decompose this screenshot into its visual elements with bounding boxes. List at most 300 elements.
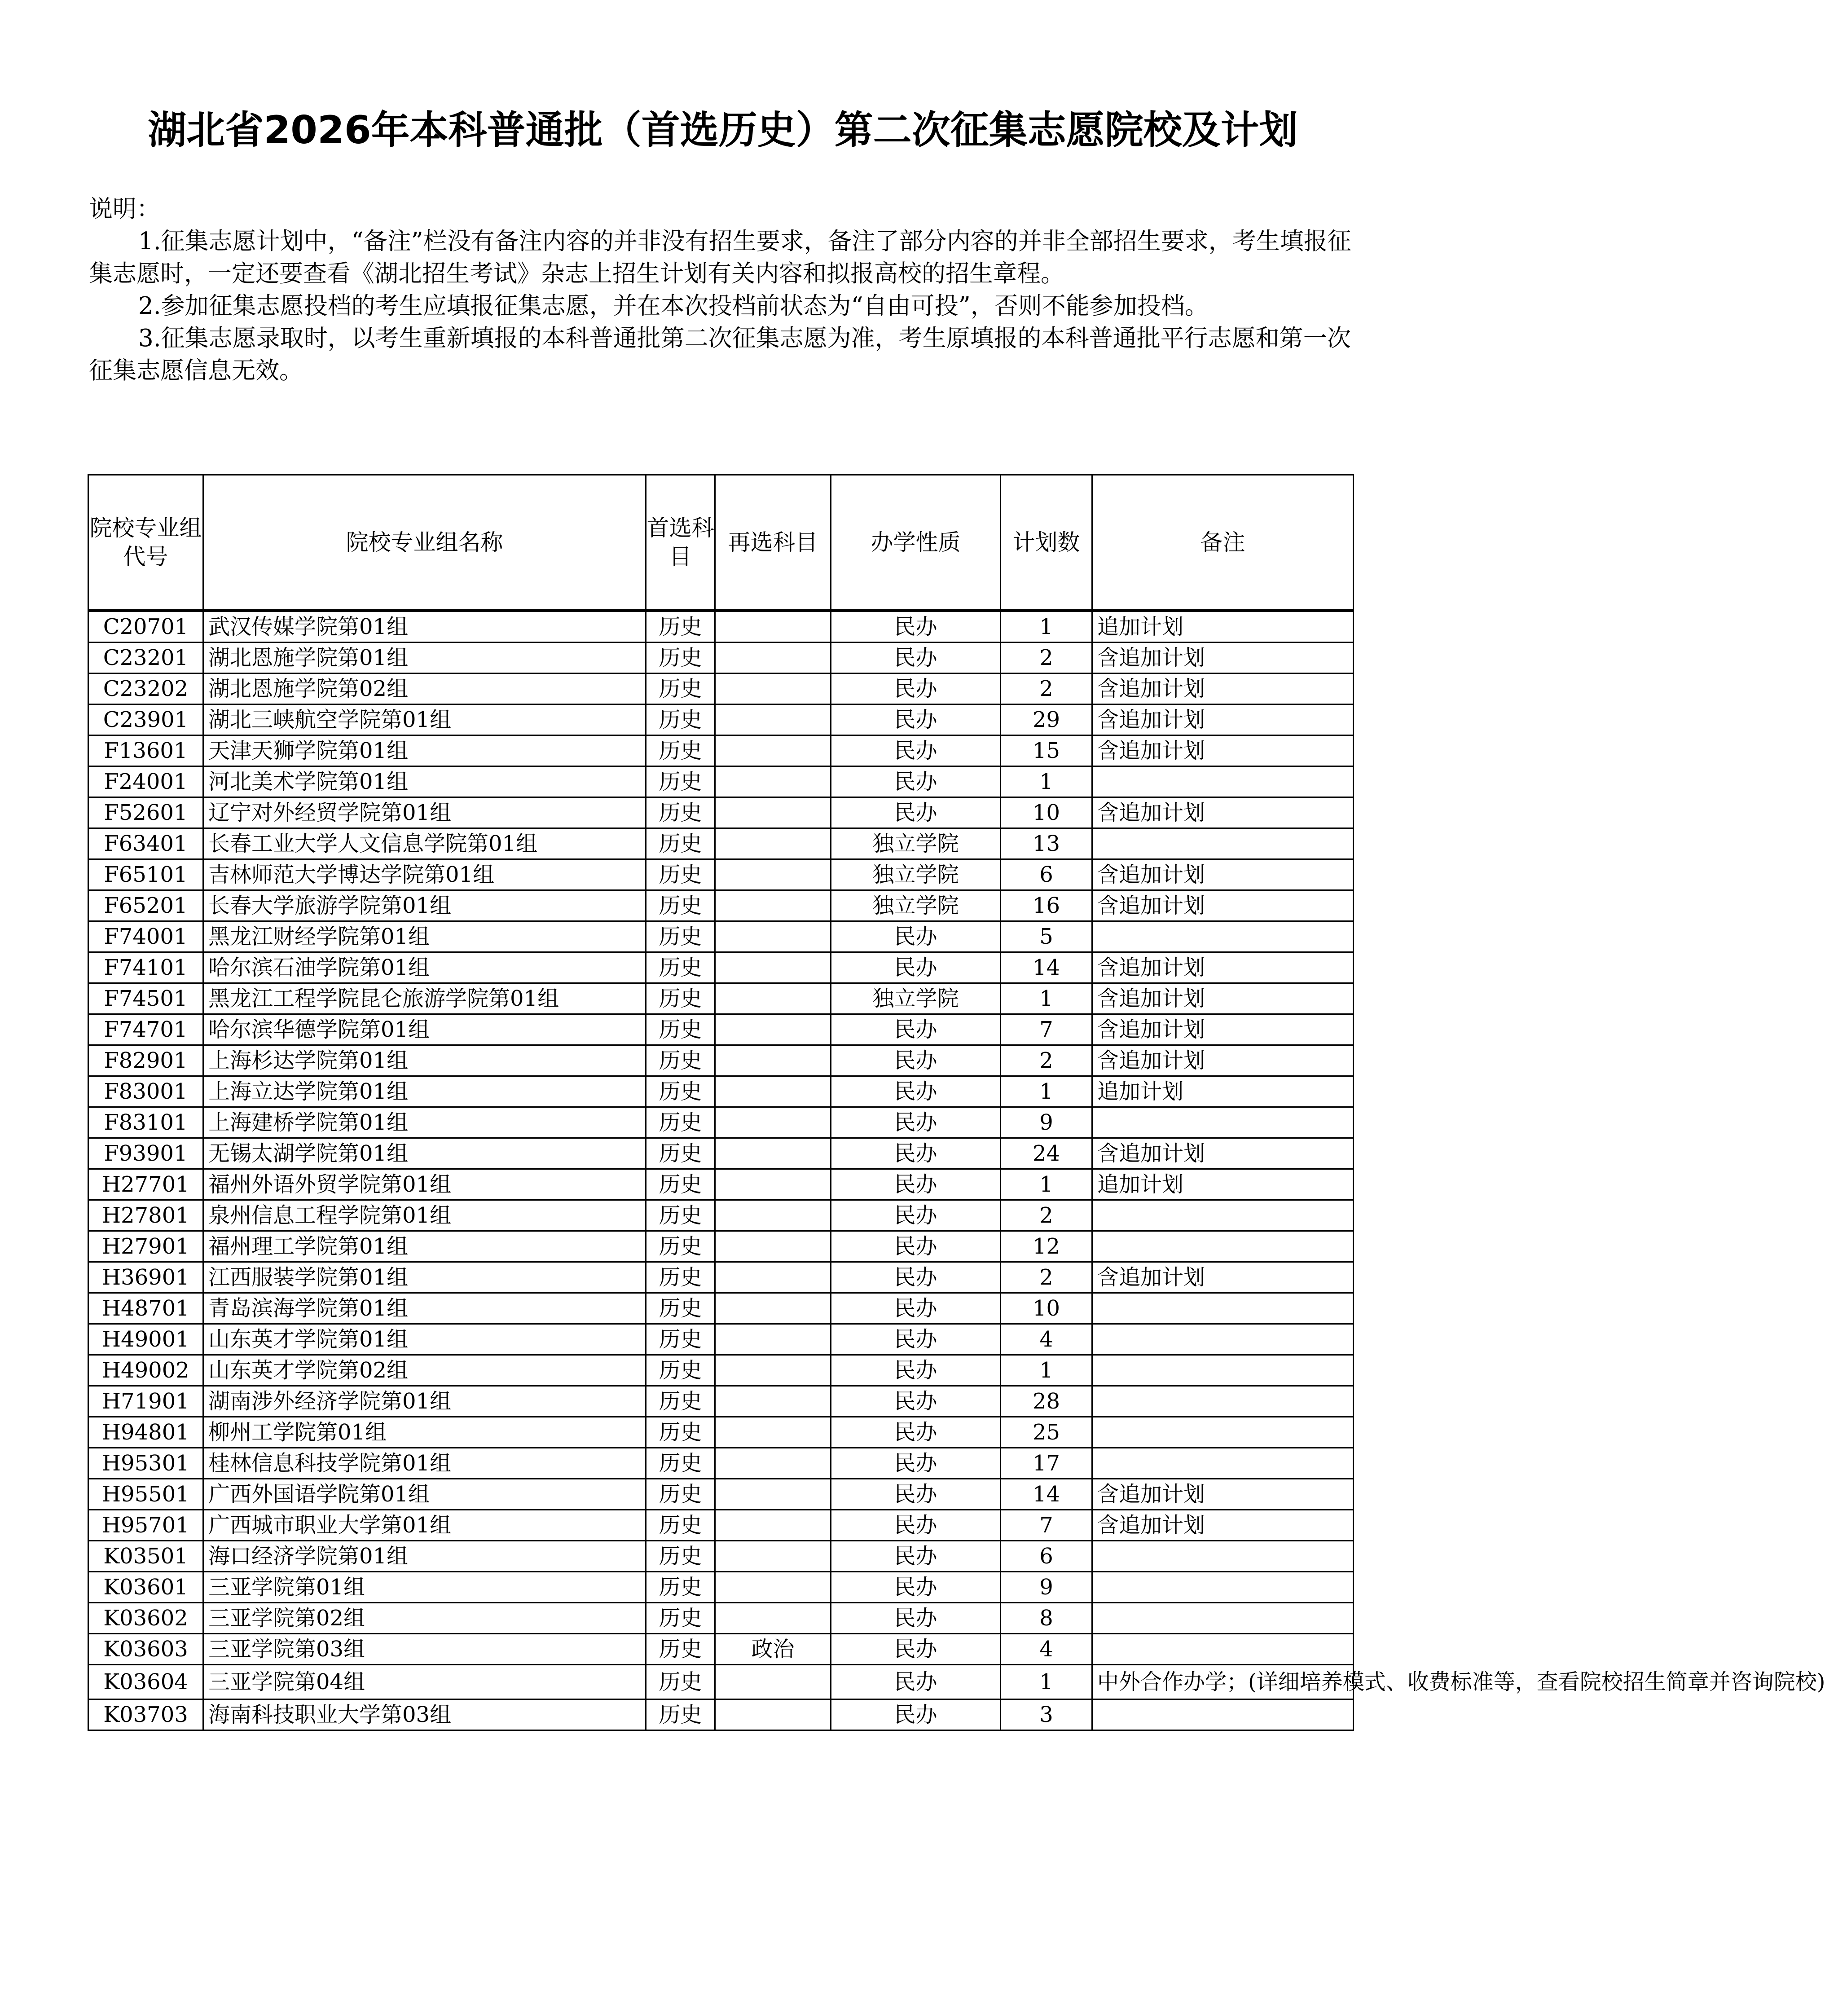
table-body — [88, 611, 1825, 1730]
cell-second-subject — [715, 1541, 831, 1572]
cell-first-subject: 历史 — [646, 921, 715, 952]
cell-remark — [1092, 1572, 1354, 1603]
cell-nature: 民办 — [831, 643, 1001, 673]
cell-plan: 15 — [1001, 735, 1092, 766]
cell-remark — [1092, 1634, 1354, 1665]
cell-remark — [1092, 766, 1354, 797]
cell-remark — [1092, 1541, 1354, 1572]
cell-remark — [1092, 1200, 1354, 1231]
header-second-subject: 再选科目 — [715, 475, 831, 611]
cell-name: 青岛滨海学院第01组 — [203, 1293, 646, 1324]
cell-second-subject — [715, 1045, 831, 1076]
table-header-row — [88, 475, 1354, 611]
cell-code: K03603 — [88, 1634, 203, 1665]
cell-nature: 民办 — [831, 1386, 1001, 1417]
cell-nature: 民办 — [831, 1479, 1001, 1510]
cell-remark: 含追加计划 — [1092, 1479, 1354, 1510]
cell-first-subject: 历史 — [646, 1386, 715, 1417]
cell-code: F83001 — [88, 1076, 203, 1107]
cell-code: F65101 — [88, 859, 203, 890]
cell-plan: 1 — [1001, 1169, 1092, 1200]
cell-plan: 3 — [1001, 1699, 1092, 1730]
cell-nature: 民办 — [831, 1014, 1001, 1045]
cell-second-subject — [715, 1107, 831, 1138]
cell-nature: 民办 — [831, 1355, 1001, 1386]
cell-first-subject: 历史 — [646, 1634, 715, 1665]
cell-first-subject: 历史 — [646, 1324, 715, 1355]
cell-first-subject: 历史 — [646, 952, 715, 983]
cell-plan: 8 — [1001, 1603, 1092, 1634]
table-row — [88, 921, 1354, 952]
table-row — [88, 1386, 1354, 1417]
cell-first-subject: 历史 — [646, 1107, 715, 1138]
cell-name: 三亚学院第03组 — [203, 1634, 646, 1665]
cell-plan: 1 — [1001, 611, 1092, 643]
cell-name: 辽宁对外经贸学院第01组 — [203, 797, 646, 828]
cell-second-subject — [715, 1076, 831, 1107]
cell-name: 哈尔滨华德学院第01组 — [203, 1014, 646, 1045]
table-row — [88, 1448, 1354, 1479]
cell-code: K03602 — [88, 1603, 203, 1634]
cell-first-subject: 历史 — [646, 1699, 715, 1730]
cell-remark — [1092, 921, 1354, 952]
cell-code: F93901 — [88, 1138, 203, 1169]
cell-second-subject — [715, 859, 831, 890]
cell-plan: 2 — [1001, 1262, 1092, 1293]
cell-nature: 民办 — [831, 1634, 1001, 1665]
cell-name: 山东英才学院第01组 — [203, 1324, 646, 1355]
table-row — [88, 1107, 1354, 1138]
cell-name: 上海建桥学院第01组 — [203, 1107, 646, 1138]
cell-nature: 民办 — [831, 1231, 1001, 1262]
cell-name: 山东英才学院第02组 — [203, 1355, 646, 1386]
cell-name: 湖南涉外经济学院第01组 — [203, 1386, 646, 1417]
cell-plan: 1 — [1001, 983, 1092, 1014]
cell-code: H95701 — [88, 1510, 203, 1541]
cell-second-subject — [715, 1355, 831, 1386]
cell-first-subject: 历史 — [646, 611, 715, 643]
cell-name: 桂林信息科技学院第01组 — [203, 1448, 646, 1479]
cell-name: 福州理工学院第01组 — [203, 1231, 646, 1262]
cell-remark — [1092, 1386, 1354, 1417]
cell-name: 福州外语外贸学院第01组 — [203, 1169, 646, 1200]
cell-second-subject — [715, 952, 831, 983]
cell-first-subject: 历史 — [646, 859, 715, 890]
cell-second-subject — [715, 1699, 831, 1730]
cell-plan: 7 — [1001, 1014, 1092, 1045]
cell-first-subject: 历史 — [646, 983, 715, 1014]
cell-plan: 16 — [1001, 890, 1092, 921]
cell-nature: 民办 — [831, 952, 1001, 983]
notes-heading: 说明： — [89, 195, 160, 223]
cell-first-subject: 历史 — [646, 1510, 715, 1541]
cell-name: 河北美术学院第01组 — [203, 766, 646, 797]
cell-remark: 中外合作办学；(详细培养模式、收费标准等，查看院校招生简章并咨询院校) — [1092, 1665, 1354, 1699]
cell-plan: 4 — [1001, 1324, 1092, 1355]
cell-name: 湖北三峡航空学院第01组 — [203, 704, 646, 735]
cell-nature: 民办 — [831, 766, 1001, 797]
cell-remark: 含追加计划 — [1092, 1014, 1354, 1045]
cell-code: F13601 — [88, 735, 203, 766]
table-row — [88, 828, 1354, 859]
note-item-3: 3.征集志愿录取时，以考生重新填报的本科普通批第二次征集志愿为准，考生原填报的本科普通批平行志愿和第一次征集志愿信息无效。 — [89, 325, 1351, 384]
cell-second-subject — [715, 704, 831, 735]
cell-second-subject — [715, 766, 831, 797]
cell-second-subject — [715, 797, 831, 828]
cell-nature: 独立学院 — [831, 828, 1001, 859]
cell-name: 哈尔滨石油学院第01组 — [203, 952, 646, 983]
table-row — [88, 1014, 1354, 1045]
cell-plan: 7 — [1001, 1510, 1092, 1541]
cell-first-subject: 历史 — [646, 1417, 715, 1448]
cell-remark: 含追加计划 — [1092, 673, 1354, 704]
cell-code: H48701 — [88, 1293, 203, 1324]
cell-code: H49001 — [88, 1324, 203, 1355]
cell-code: F74501 — [88, 983, 203, 1014]
cell-nature: 民办 — [831, 1324, 1001, 1355]
cell-nature: 民办 — [831, 921, 1001, 952]
cell-second-subject — [715, 1448, 831, 1479]
cell-name: 海南科技职业大学第03组 — [203, 1699, 646, 1730]
cell-nature: 民办 — [831, 1045, 1001, 1076]
cell-plan: 1 — [1001, 1076, 1092, 1107]
cell-plan: 5 — [1001, 921, 1092, 952]
cell-plan: 14 — [1001, 1479, 1092, 1510]
cell-first-subject: 历史 — [646, 1262, 715, 1293]
cell-second-subject — [715, 983, 831, 1014]
cell-code: C23201 — [88, 643, 203, 673]
cell-second-subject — [715, 1386, 831, 1417]
cell-remark: 含追加计划 — [1092, 1510, 1354, 1541]
note-item-1: 1.征集志愿计划中，“备注”栏没有备注内容的并非没有招生要求，备注了部分内容的并非全部招生要求，考生填报征集志愿时，一定还要查看《湖北招生考试》杂志上招生计划有关内容和拟报高校的招生章程。 — [89, 228, 1351, 287]
cell-plan: 2 — [1001, 643, 1092, 673]
cell-nature: 民办 — [831, 1169, 1001, 1200]
cell-first-subject: 历史 — [646, 1603, 715, 1634]
cell-remark: 含追加计划 — [1092, 890, 1354, 921]
cell-plan: 17 — [1001, 1448, 1092, 1479]
cell-second-subject — [715, 1324, 831, 1355]
header-plan: 计划数 — [1001, 475, 1092, 611]
header-code: 院校专业组代号 — [88, 475, 203, 611]
cell-code: F63401 — [88, 828, 203, 859]
header-name: 院校专业组名称 — [203, 475, 646, 611]
cell-plan: 1 — [1001, 1665, 1092, 1699]
cell-nature: 独立学院 — [831, 983, 1001, 1014]
cell-nature: 民办 — [831, 611, 1001, 643]
cell-name: 三亚学院第01组 — [203, 1572, 646, 1603]
table-row — [88, 983, 1354, 1014]
cell-first-subject: 历史 — [646, 735, 715, 766]
cell-name: 天津天狮学院第01组 — [203, 735, 646, 766]
cell-plan: 13 — [1001, 828, 1092, 859]
cell-plan: 2 — [1001, 1045, 1092, 1076]
table-row — [88, 1262, 1354, 1293]
cell-first-subject: 历史 — [646, 828, 715, 859]
cell-nature: 民办 — [831, 1510, 1001, 1541]
cell-remark — [1092, 1603, 1354, 1634]
cell-second-subject — [715, 1417, 831, 1448]
cell-remark: 含追加计划 — [1092, 952, 1354, 983]
cell-nature: 民办 — [831, 1572, 1001, 1603]
cell-nature: 独立学院 — [831, 859, 1001, 890]
cell-nature: 民办 — [831, 1417, 1001, 1448]
cell-first-subject: 历史 — [646, 1541, 715, 1572]
table-row — [88, 611, 1354, 643]
cell-second-subject — [715, 1138, 831, 1169]
note-item-2: 2.参加征集志愿投档的考生应填报征集志愿，并在本次投档前状态为“自由可投”，否则不能参加投档。 — [138, 292, 1209, 320]
cell-plan: 4 — [1001, 1634, 1092, 1665]
cell-code: F65201 — [88, 890, 203, 921]
cell-first-subject: 历史 — [646, 1014, 715, 1045]
table-row — [88, 797, 1354, 828]
cell-name: 海口经济学院第01组 — [203, 1541, 646, 1572]
cell-code: C23202 — [88, 673, 203, 704]
cell-second-subject — [715, 1603, 831, 1634]
cell-name: 上海立达学院第01组 — [203, 1076, 646, 1107]
cell-name: 广西外国语学院第01组 — [203, 1479, 646, 1510]
table-row — [88, 1076, 1354, 1107]
cell-first-subject: 历史 — [646, 1169, 715, 1200]
table-row — [88, 859, 1354, 890]
cell-second-subject: 政治 — [715, 1634, 831, 1665]
notes-section — [89, 193, 1355, 387]
cell-plan: 14 — [1001, 952, 1092, 983]
cell-nature: 民办 — [831, 1076, 1001, 1107]
cell-remark — [1092, 1324, 1354, 1355]
cell-nature: 民办 — [831, 1107, 1001, 1138]
cell-first-subject: 历史 — [646, 643, 715, 673]
cell-code: H27901 — [88, 1231, 203, 1262]
cell-first-subject: 历史 — [646, 1138, 715, 1169]
cell-code: F83101 — [88, 1107, 203, 1138]
cell-plan: 6 — [1001, 859, 1092, 890]
cell-remark — [1092, 1293, 1354, 1324]
cell-remark: 含追加计划 — [1092, 983, 1354, 1014]
cell-first-subject: 历史 — [646, 1479, 715, 1510]
table-row — [88, 1572, 1354, 1603]
cell-nature: 民办 — [831, 1262, 1001, 1293]
cell-second-subject — [715, 735, 831, 766]
cell-second-subject — [715, 643, 831, 673]
cell-name: 无锡太湖学院第01组 — [203, 1138, 646, 1169]
cell-nature: 民办 — [831, 735, 1001, 766]
cell-code: H94801 — [88, 1417, 203, 1448]
cell-second-subject — [715, 890, 831, 921]
cell-second-subject — [715, 673, 831, 704]
cell-second-subject — [715, 828, 831, 859]
cell-remark: 追加计划 — [1092, 1169, 1354, 1200]
cell-first-subject: 历史 — [646, 1200, 715, 1231]
cell-code: K03703 — [88, 1699, 203, 1730]
cell-name: 江西服装学院第01组 — [203, 1262, 646, 1293]
cell-nature: 民办 — [831, 797, 1001, 828]
cell-second-subject — [715, 1510, 831, 1541]
cell-name: 黑龙江财经学院第01组 — [203, 921, 646, 952]
cell-plan: 10 — [1001, 797, 1092, 828]
cell-second-subject — [715, 1200, 831, 1231]
cell-plan: 2 — [1001, 673, 1092, 704]
table-row — [88, 735, 1354, 766]
cell-plan: 24 — [1001, 1138, 1092, 1169]
cell-first-subject: 历史 — [646, 766, 715, 797]
cell-remark: 含追加计划 — [1092, 797, 1354, 828]
cell-name: 湖北恩施学院第02组 — [203, 673, 646, 704]
cell-nature: 民办 — [831, 1603, 1001, 1634]
table-row — [88, 1138, 1354, 1169]
cell-nature: 民办 — [831, 673, 1001, 704]
cell-first-subject: 历史 — [646, 673, 715, 704]
admission-plan-table — [88, 474, 1825, 1731]
cell-nature: 民办 — [831, 704, 1001, 735]
cell-remark: 含追加计划 — [1092, 1045, 1354, 1076]
cell-first-subject: 历史 — [646, 890, 715, 921]
cell-code: K03501 — [88, 1541, 203, 1572]
cell-name: 黑龙江工程学院昆仑旅游学院第01组 — [203, 983, 646, 1014]
cell-second-subject — [715, 1169, 831, 1200]
cell-code: C23901 — [88, 704, 203, 735]
cell-remark — [1092, 1107, 1354, 1138]
cell-name: 吉林师范大学博达学院第01组 — [203, 859, 646, 890]
cell-name: 泉州信息工程学院第01组 — [203, 1200, 646, 1231]
cell-remark: 追加计划 — [1092, 611, 1354, 643]
table-row — [88, 1634, 1354, 1665]
cell-plan: 12 — [1001, 1231, 1092, 1262]
cell-remark — [1092, 1231, 1354, 1262]
cell-code: H71901 — [88, 1386, 203, 1417]
table-row — [88, 1603, 1354, 1634]
cell-code: H27701 — [88, 1169, 203, 1200]
cell-remark: 含追加计划 — [1092, 704, 1354, 735]
cell-code: F82901 — [88, 1045, 203, 1076]
cell-first-subject: 历史 — [646, 704, 715, 735]
cell-code: H36901 — [88, 1262, 203, 1293]
cell-second-subject — [715, 1293, 831, 1324]
header-remark: 备注 — [1092, 475, 1354, 611]
cell-name: 柳州工学院第01组 — [203, 1417, 646, 1448]
cell-plan: 9 — [1001, 1572, 1092, 1603]
table-row — [88, 890, 1354, 921]
cell-remark: 含追加计划 — [1092, 735, 1354, 766]
cell-code: H27801 — [88, 1200, 203, 1231]
cell-code: H95501 — [88, 1479, 203, 1510]
cell-second-subject — [715, 1262, 831, 1293]
table-row — [88, 1417, 1354, 1448]
cell-code: C20701 — [88, 611, 203, 643]
cell-remark — [1092, 1417, 1354, 1448]
cell-code: F52601 — [88, 797, 203, 828]
cell-second-subject — [715, 1014, 831, 1045]
cell-first-subject: 历史 — [646, 1045, 715, 1076]
table-row — [88, 673, 1354, 704]
cell-nature: 民办 — [831, 1541, 1001, 1572]
cell-plan: 1 — [1001, 1355, 1092, 1386]
table-row — [88, 1200, 1354, 1231]
header-first-subject: 首选科目 — [646, 475, 715, 611]
cell-second-subject — [715, 1479, 831, 1510]
cell-plan: 28 — [1001, 1386, 1092, 1417]
table-row — [88, 1324, 1354, 1355]
table-row — [88, 766, 1354, 797]
table-row — [88, 1541, 1354, 1572]
cell-name: 武汉传媒学院第01组 — [203, 611, 646, 643]
cell-name: 三亚学院第04组 — [203, 1665, 646, 1699]
cell-second-subject — [715, 921, 831, 952]
cell-first-subject: 历史 — [646, 1665, 715, 1699]
cell-name: 长春大学旅游学院第01组 — [203, 890, 646, 921]
cell-first-subject: 历史 — [646, 797, 715, 828]
table-row — [88, 1045, 1354, 1076]
cell-plan: 9 — [1001, 1107, 1092, 1138]
cell-remark — [1092, 1355, 1354, 1386]
cell-remark: 含追加计划 — [1092, 643, 1354, 673]
cell-plan: 25 — [1001, 1417, 1092, 1448]
cell-second-subject — [715, 611, 831, 643]
table-row — [88, 643, 1354, 673]
table-row — [88, 1510, 1354, 1541]
cell-second-subject — [715, 1665, 831, 1699]
cell-code: F74101 — [88, 952, 203, 983]
cell-nature: 民办 — [831, 1293, 1001, 1324]
cell-nature: 民办 — [831, 1138, 1001, 1169]
cell-code: K03601 — [88, 1572, 203, 1603]
cell-name: 三亚学院第02组 — [203, 1603, 646, 1634]
cell-first-subject: 历史 — [646, 1448, 715, 1479]
cell-plan: 6 — [1001, 1541, 1092, 1572]
cell-name: 上海杉达学院第01组 — [203, 1045, 646, 1076]
table-row — [88, 1355, 1354, 1386]
cell-plan: 10 — [1001, 1293, 1092, 1324]
cell-nature: 民办 — [831, 1200, 1001, 1231]
table-row — [88, 1169, 1354, 1200]
table-row — [88, 952, 1354, 983]
cell-code: K03604 — [88, 1665, 203, 1699]
table-row — [88, 1479, 1354, 1510]
cell-code: H49002 — [88, 1355, 203, 1386]
header-nature: 办学性质 — [831, 475, 1001, 611]
cell-first-subject: 历史 — [646, 1293, 715, 1324]
cell-nature: 民办 — [831, 1665, 1001, 1699]
cell-remark: 含追加计划 — [1092, 859, 1354, 890]
cell-plan: 29 — [1001, 704, 1092, 735]
cell-remark — [1092, 1448, 1354, 1479]
table-row — [88, 1665, 1354, 1699]
cell-second-subject — [715, 1231, 831, 1262]
cell-code: F74001 — [88, 921, 203, 952]
page-title: 湖北省2026年本科普通批（首选历史）第二次征集志愿院校及计划 — [148, 108, 1298, 153]
table-row — [88, 1699, 1354, 1730]
cell-name: 湖北恩施学院第01组 — [203, 643, 646, 673]
cell-first-subject: 历史 — [646, 1355, 715, 1386]
cell-name: 广西城市职业大学第01组 — [203, 1510, 646, 1541]
table-row — [88, 1231, 1354, 1262]
table-row — [88, 1293, 1354, 1324]
cell-first-subject: 历史 — [646, 1076, 715, 1107]
cell-plan: 2 — [1001, 1200, 1092, 1231]
cell-remark — [1092, 1699, 1354, 1730]
cell-remark: 追加计划 — [1092, 1076, 1354, 1107]
cell-nature: 独立学院 — [831, 890, 1001, 921]
cell-plan: 1 — [1001, 766, 1092, 797]
cell-second-subject — [715, 1572, 831, 1603]
cell-name: 长春工业大学人文信息学院第01组 — [203, 828, 646, 859]
cell-first-subject: 历史 — [646, 1572, 715, 1603]
cell-nature: 民办 — [831, 1699, 1001, 1730]
cell-remark: 含追加计划 — [1092, 1138, 1354, 1169]
cell-remark — [1092, 828, 1354, 859]
cell-remark: 含追加计划 — [1092, 1262, 1354, 1293]
cell-nature: 民办 — [831, 1448, 1001, 1479]
cell-code: F74701 — [88, 1014, 203, 1045]
